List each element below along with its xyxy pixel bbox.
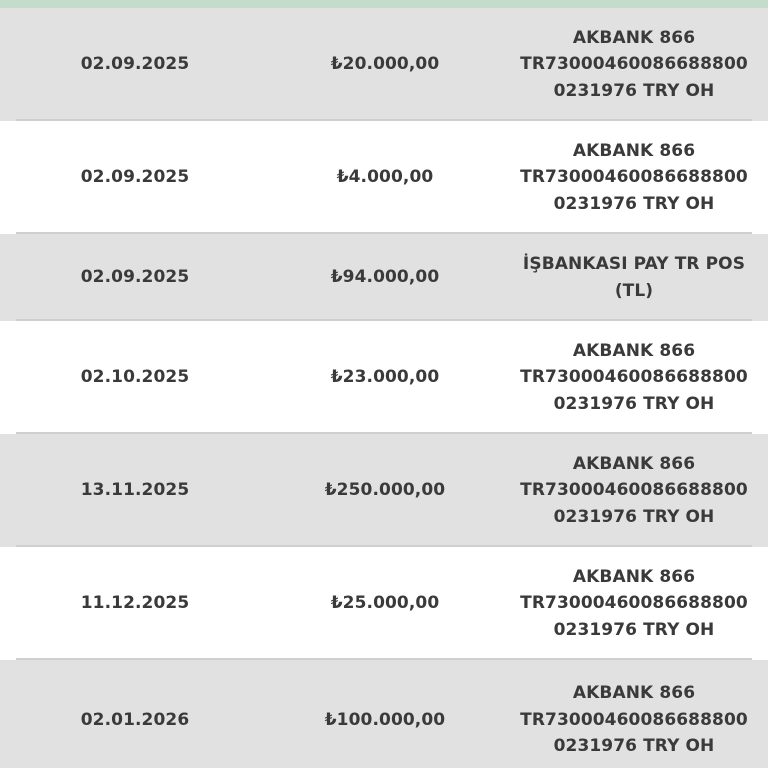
account-line: TR73000460086688800 — [520, 167, 748, 188]
table-row — [0, 660, 768, 768]
account-line: TR73000460086688800 — [520, 709, 748, 730]
account-line: 0231976 TRY OH — [553, 80, 715, 101]
amount-cell: ₺23.000,00 — [330, 367, 440, 388]
account-line: TR73000460086688800 — [520, 54, 748, 75]
account-cell — [500, 251, 768, 304]
account-line: 0231976 TRY OH — [553, 193, 715, 214]
account-line: AKBANK 866 — [572, 453, 696, 474]
account-line: TR73000460086688800 — [520, 367, 748, 388]
account-line: AKBANK 866 — [572, 683, 696, 704]
header-accent-strip — [0, 0, 768, 8]
payments-table — [0, 8, 768, 768]
account-cell — [500, 451, 768, 531]
account-line: TR73000460086688800 — [520, 593, 748, 614]
account-line: AKBANK 866 — [572, 140, 696, 161]
date-cell: 02.10.2025 — [80, 367, 190, 388]
account-line: 0231976 TRY OH — [553, 736, 715, 757]
amount-cell: ₺94.000,00 — [330, 267, 440, 288]
account-line: AKBANK 866 — [572, 340, 696, 361]
account-cell — [500, 338, 768, 418]
account-cell — [500, 564, 768, 644]
date-cell: 11.12.2025 — [80, 593, 190, 614]
account-cell — [500, 25, 768, 105]
amount-cell: ₺250.000,00 — [324, 480, 446, 501]
table-row — [0, 547, 768, 660]
amount-cell: ₺25.000,00 — [330, 593, 440, 614]
table-row — [0, 434, 768, 547]
account-line: AKBANK 866 — [572, 566, 696, 587]
account-line: 0231976 TRY OH — [553, 506, 715, 527]
amount-cell: ₺100.000,00 — [324, 709, 446, 730]
table-row — [0, 121, 768, 234]
date-cell: 02.01.2026 — [80, 709, 190, 730]
account-line: TR73000460086688800 — [520, 480, 748, 501]
date-cell: 02.09.2025 — [80, 267, 190, 288]
date-cell: 13.11.2025 — [80, 480, 190, 501]
table-row — [0, 8, 768, 121]
table-row — [0, 321, 768, 434]
date-cell: 02.09.2025 — [80, 54, 190, 75]
table-row — [0, 234, 768, 321]
amount-cell: ₺20.000,00 — [330, 54, 440, 75]
amount-cell: ₺4.000,00 — [336, 167, 434, 188]
account-line: 0231976 TRY OH — [553, 619, 715, 640]
account-line: 0231976 TRY OH — [553, 393, 715, 414]
account-line: AKBANK 866 — [572, 27, 696, 48]
account-cell — [500, 138, 768, 218]
account-line: (TL) — [614, 280, 654, 301]
date-cell: 02.09.2025 — [80, 167, 190, 188]
account-cell — [500, 680, 768, 760]
account-line: İŞBANKASI PAY TR POS — [522, 254, 746, 274]
